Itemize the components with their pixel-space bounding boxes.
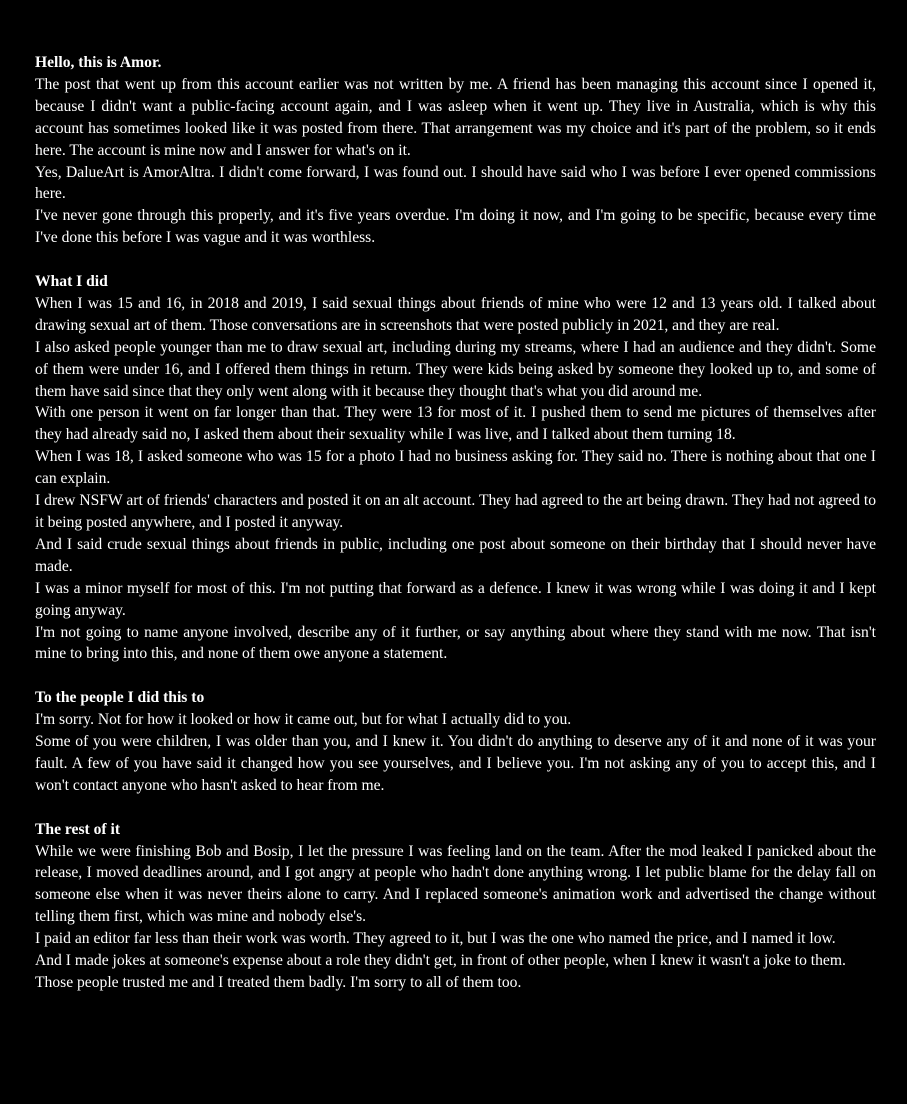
statement-document bbox=[35, 52, 876, 994]
paragraph: Some of you were children, I was older than you, and I knew it. You didn't do anything to deserve any of it and none of it was your fault. A few of you have said it changed how you see yourselves, and I believe you. I'm not asking any of you to accept this, and I won't contact anyone who hasn't asked to hear from me. bbox=[35, 733, 876, 794]
paragraph: Those people trusted me and I treated them badly. I'm sorry to all of them too. bbox=[35, 974, 522, 992]
section-intro bbox=[35, 52, 876, 249]
paragraph: Yes, DalueArt is AmorAltra. I didn't come forward, I was found out. I should have said who I was before I ever opened commissions here. bbox=[35, 163, 876, 203]
paragraph: I'm not going to name anyone involved, describe any of it further, or say anything about where they stand with me now. That isn't mine to bring into this, and none of them owe anyone a statement. bbox=[35, 623, 876, 663]
paragraph: And I said crude sexual things about friends in public, including one post about someone on their birthday that I should never have made. bbox=[35, 535, 876, 575]
paragraph: And I made jokes at someone's expense about a role they didn't get, in front of other people, when I knew it wasn't a joke to them. bbox=[35, 952, 846, 970]
paragraph: With one person it went on far longer than that. They were 13 for most of it. I pushed them to send me pictures of themselves after they had already said no, I asked them about their sexuality while I was live, and I talked about them turning 18. bbox=[35, 404, 876, 444]
paragraph: When I was 15 and 16, in 2018 and 2019, I said sexual things about friends of mine who were 12 and 13 years old. I talked about drawing sexual art of them. Those conversations are in screenshots that were posted publicly in 2021, and they are real. bbox=[35, 294, 876, 334]
section-heading: To the people I did this to bbox=[35, 689, 205, 707]
paragraph: I also asked people younger than me to draw sexual art, including during my streams, where I had an audience and they didn't. Some of them were under 16, and I offered them things in return. They were kids being asked by someone they looked up to, and some of them have said since that they only went along with it because they thought that's what you did around me. bbox=[35, 338, 876, 400]
section-heading: What I did bbox=[35, 273, 108, 291]
paragraph: I paid an editor far less than their work was worth. They agreed to it, but I was the one who named the price, and I named it low. bbox=[35, 930, 836, 948]
paragraph: When I was 18, I asked someone who was 15 for a photo I had no business asking for. They said no. There is nothing about that one I can explain. bbox=[35, 448, 876, 488]
paragraph: While we were finishing Bob and Bosip, I let the pressure I was feeling land on the team. After the mod leaked I panicked about the release, I moved deadlines around, and I got angry at people who hadn't done anything wrong. I let public blame for the delay fall on someone else when it was never theirs alone to carry. And I replaced someone's animation work and advertised the change without telling them first, which was mine and nobody else's. bbox=[35, 842, 876, 926]
paragraph: I've never gone through this properly, and it's five years overdue. I'm doing it now, and I'm going to be specific, because every time I've done this before I was vague and it was worthless. bbox=[35, 207, 876, 247]
paragraph: I was a minor myself for most of this. I'm not putting that forward as a defence. I knew it was wrong while I was doing it and I kept going anyway. bbox=[35, 579, 876, 619]
section-the-rest bbox=[35, 819, 876, 994]
section-heading: Hello, this is Amor. bbox=[35, 54, 162, 71]
section-what-i-did bbox=[35, 271, 876, 665]
section-apology bbox=[35, 687, 876, 797]
paragraph: The post that went up from this account earlier was not written by me. A friend has been managing this account since I opened it, because I didn't want a public-facing account again, and I was asleep when it went up. They live in Australia, which is why this account has sometimes looked like it was posted from there. That arrangement was my choice and it's part of the problem, so it ends here. The account is mine now and I answer for what's on it. bbox=[35, 75, 876, 159]
paragraph: I'm sorry. Not for how it looked or how it came out, but for what I actually did to you. bbox=[35, 711, 572, 729]
section-heading: The rest of it bbox=[35, 820, 121, 838]
paragraph: I drew NSFW art of friends' characters and posted it on an alt account. They had agreed to the art being drawn. They had not agreed to it being posted anywhere, and I posted it anyway. bbox=[35, 492, 876, 532]
